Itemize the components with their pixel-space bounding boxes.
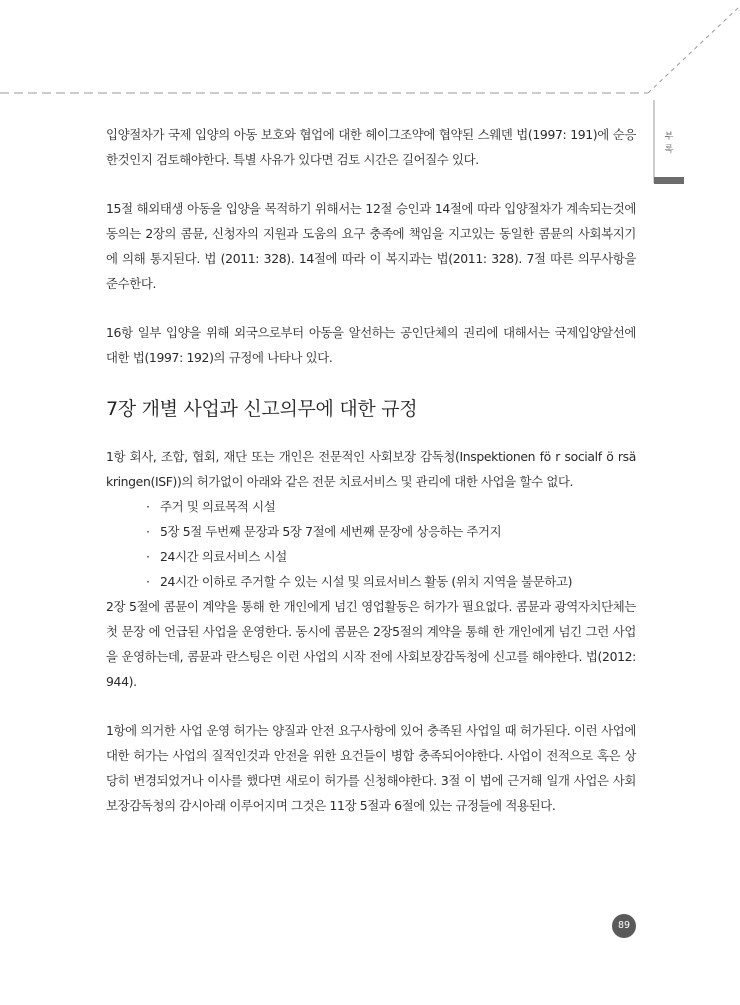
appendix-tab-label-bottom: 록 (664, 145, 674, 155)
paragraph-1: 입양절차가 국제 입양의 아동 보호와 협업에 대한 헤이그조약에 협약된 스웨덴 법(1997: 191)에 순응한것인지 검토해야한다. 특별 사유가 있다면 검토 시간은 길어질수 있다. (106, 127, 636, 167)
paragraph-2: 15절 해외태생 아동을 입양을 목적하기 위해서는 12절 승인과 14절에 따라 입양절차가 계속되는것에 동의는 2장의 콤뮨, 신청자의 지원과 도움의 요구 충족에 책임을 지고있는 동일한 콤뮨의 사회복지기에 의해 통지된다. 법 (2011: 328). 14절에 따라 이 복지과는 법(2011: 328). 7절 따른 의무사항을 준수한다. (106, 201, 636, 291)
list-item-text: 5장 5절 두번째 문장과 5장 7절에 세번째 문장에 상응하는 주거지 (160, 524, 502, 539)
page-number-badge: 89 (612, 914, 636, 938)
list-item-text: 주거 및 의료목적 시설 (160, 499, 276, 514)
list-item (146, 519, 636, 544)
section-heading: 7장 개별 사업과 신고의무에 대한 규정 (106, 398, 418, 420)
list-item-text: 24시간 이하로 주거할 수 있는 시설 및 의료서비스 활동 (위치 지역을 불문하고) (160, 574, 573, 589)
bullet-icon: · (146, 549, 150, 564)
list-item (146, 569, 636, 594)
paragraph-5: 2장 5절에 콤뮨이 계약을 통해 한 개인에게 넘긴 영업활동은 허가가 필요없다. 콤뮨과 광역자치단체는 첫 문장 에 언급된 사업을 운영한다. 동시에 콤뮨은 2장5절의 계약을 통해 한 개인에게 넘긴 그런 사업을 운영하는데, 콤뮨과 란스팅은 이런 사업의 시작 전에 사회보장감독청에 신고를 해야한다. 법(2012: 944). (106, 599, 636, 689)
requirement-list (106, 494, 636, 594)
appendix-tab (654, 131, 684, 157)
dashed-diagonal-line (648, 6, 740, 93)
bullet-icon: · (146, 499, 150, 514)
appendix-tab-bar (654, 177, 684, 184)
list-item (146, 544, 636, 569)
bullet-icon: · (146, 574, 150, 589)
page-body (106, 122, 636, 818)
paragraph-3: 16항 일부 입양을 위해 외국으로부터 아동을 알선하는 공인단체의 권리에 대해서는 국제입양알선에 대한 법(1997: 192)의 규정에 나타나 있다. (106, 325, 636, 365)
paragraph-4: 1항 회사, 조합, 협회, 재단 또는 개인은 전문적인 사회보장 감독청(Inspektionen fö r socialf ö rsä kringen(ISF))의 허가없이 아래와 같은 전문 치료서비스 및 관리에 대한 사업을 할수 없다. (106, 449, 636, 489)
bullet-icon: · (146, 524, 150, 539)
list-item (146, 494, 636, 519)
appendix-tab-label-top: 부 (664, 132, 674, 142)
list-item-text: 24시간 의료서비스 시설 (160, 549, 287, 564)
paragraph-6: 1항에 의거한 사업 운영 허가는 양질과 안전 요구사항에 있어 충족된 사업일 때 허가된다. 이런 사업에 대한 허가는 사업의 질적인것과 안전을 위한 요건들이 병합 충족되어야한다. 사업이 전적으로 혹은 상당히 변경되었거나 이사를 했다면 새로이 허가를 신청해야한다. 3절 이 법에 근거해 일개 사업은 사회보장감독청의 감시아래 이루어지며 그것은 11장 5절과 6절에 있는 규정들에 적용된다. (106, 723, 636, 813)
